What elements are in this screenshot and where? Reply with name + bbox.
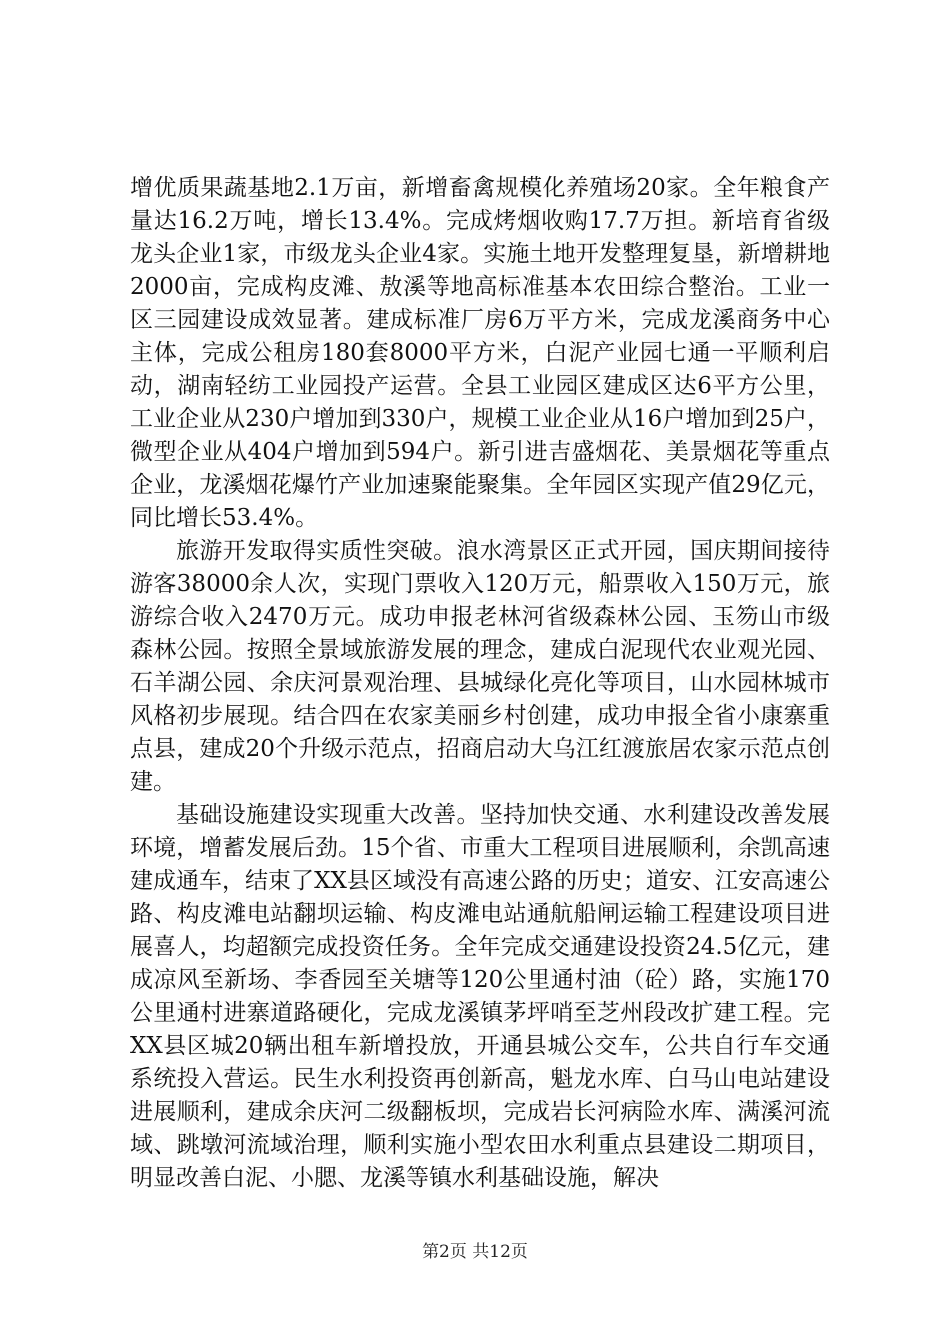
paragraph-tourism: 旅游开发取得实质性突破。浪水湾景区正式开园，国庆期间接待游客38000余人次，实现门票收入120万元，船票收入150万元，旅游综合收入2470万元。成功申报老林河省级森林公园、玉笏山市级森林公园。按照全景域旅游发展的理念，建成白泥现代农业观光园、石羊湖公园、余庆河景观治理、县城绿化亮化等项目，山水园林城市风格初步展现。结合四在农家美丽乡村创建，成功申报全省小康寨重点县，建成20个升级示范点，招商启动大乌江红渡旅居农家示范点创建。 bbox=[130, 538, 830, 795]
page-footer: 第2页 共12页 bbox=[422, 1242, 528, 1262]
paragraph-infrastructure: 基础设施建设实现重大改善。坚持加快交通、水利建设改善发展环境，增蓄发展后劲。15个省、市重大工程项目进展顺利，余凯高速建成通车，结束了XX县区域没有高速公路的历史；道安、江安高速公路、构皮滩电站翻坝运输、构皮滩电站通航船闸运输工程建设项目进展喜人，均超额完成投资任务。全年完成交通建设投资24.5亿元，建成凉风至新场、李香园至关塘等120公里通村油（砼）路，实施170公里通村进寨道路硬化，完成龙溪镇茅坪哨至芝州段改扩建工程。完XX县区城20辆出租车新增投放，开通县城公交车，公共自行车交通系统投入营运。民生水利投资再创新高，魁龙水库、白马山电站建设进展顺利，建成余庆河二级翻板坝，完成岩长河病险水库、满溪河流域、跳墩河流域治理，顺利实施小型农田水利重点县建设二期项目，明显改善白泥、小腮、龙溪等镇水利基础设施，解决 bbox=[130, 802, 830, 1191]
paragraph-agriculture-industry: 增优质果蔬基地2.1万亩，新增畜禽规模化养殖场20家。全年粮食产量达16.2万吨，增长13.4%。完成烤烟收购17.7万担。新培育省级龙头企业1家，市级龙头企业4家。实施土地开发整理复垦，新增耕地2000亩，完成构皮滩、敖溪等地高标准基本农田综合整治。工业一区三园建设成效显著。建成标准厂房6万平方米，完成龙溪商务中心主体，完成公租房180套8000平方米，白泥产业园七通一平顺利启动，湖南轻纺工业园投产运营。全县工业园区建成区达6平方公里，工业企业从230户增加到330户，规模工业企业从16户增加到25户，微型企业从404户增加到594户。新引进吉盛烟花、美景烟花等重点企业，龙溪烟花爆竹产业加速聚能聚集。全年园区实现产值29亿元，同比增长53.4%。 bbox=[130, 175, 830, 531]
document-body bbox=[130, 172, 830, 1195]
